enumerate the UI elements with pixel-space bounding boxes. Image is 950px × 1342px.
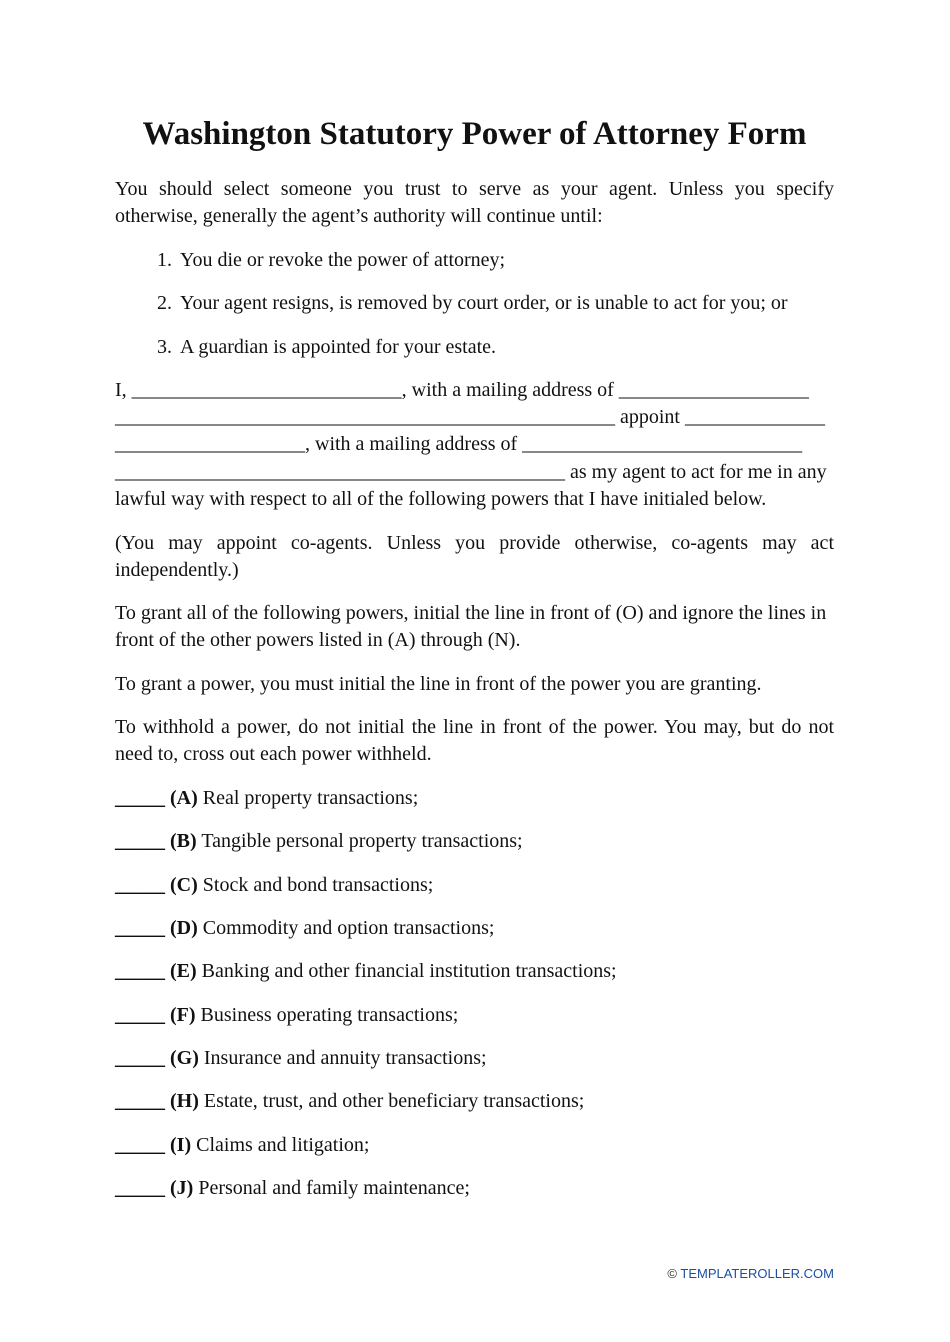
- power-letter: (H): [170, 1090, 199, 1112]
- copyright-symbol: ©: [667, 1266, 677, 1281]
- power-text: Banking and other financial institution transactions;: [201, 960, 617, 982]
- power-item: [115, 1088, 584, 1115]
- appointment-line: lawful way with respect to all of the following powers that I have initialed below.: [115, 488, 767, 510]
- power-text: Estate, trust, and other beneficiary transactions;: [203, 1090, 585, 1112]
- power-item: [115, 785, 418, 812]
- power-item: [115, 828, 523, 855]
- initial-blank[interactable]: _____: [115, 1004, 165, 1026]
- power-letter: (D): [170, 917, 198, 939]
- power-letter: (B): [170, 830, 197, 852]
- power-letter: (G): [170, 1047, 199, 1069]
- initial-blank[interactable]: _____: [115, 1177, 165, 1199]
- power-item: [115, 1175, 470, 1202]
- power-item: [115, 1002, 458, 1029]
- list-text: Your agent resigns, is removed by court order, or is unable to act for you; or: [180, 292, 788, 314]
- intro-paragraph: You should select someone you trust to serve as your agent. Unless you specify otherwise, generally the agent’s authority will continue until:: [115, 178, 834, 228]
- list-text: A guardian is appointed for your estate.: [180, 336, 497, 358]
- footer-site-link[interactable]: TEMPLATEROLLER.COM: [680, 1266, 834, 1281]
- list-number: 2.: [157, 292, 172, 314]
- list-item: [115, 334, 496, 361]
- power-text: Tangible personal property transactions;: [201, 830, 523, 852]
- initial-blank[interactable]: _____: [115, 917, 165, 939]
- list-number: 1.: [157, 249, 172, 271]
- list-item: [115, 247, 505, 274]
- power-text: Stock and bond transactions;: [202, 874, 434, 896]
- power-letter: (A): [170, 787, 198, 809]
- list-text: You die or revoke the power of attorney;: [180, 249, 506, 271]
- initial-blank[interactable]: _____: [115, 1047, 165, 1069]
- power-text: Real property transactions;: [202, 787, 419, 809]
- appointment-line[interactable]: I, ___________________________, with a mailing address of ___________________: [115, 379, 809, 401]
- power-item: [115, 1045, 487, 1072]
- appointment-line[interactable]: __________________________________________________ appoint ______________: [115, 406, 825, 428]
- initial-blank[interactable]: _____: [115, 1090, 165, 1112]
- appointment-line[interactable]: _____________________________________________ as my agent to act for me in any: [115, 461, 827, 483]
- list-number: 3.: [157, 336, 172, 358]
- initial-blank[interactable]: _____: [115, 1134, 165, 1156]
- initial-blank[interactable]: _____: [115, 787, 165, 809]
- withhold-instruction: To withhold a power, do not initial the line in front of the power. You may, but do not need to, cross out each power withheld.: [115, 716, 834, 766]
- initial-blank[interactable]: _____: [115, 960, 165, 982]
- power-text: Claims and litigation;: [196, 1134, 370, 1156]
- power-letter: (C): [170, 874, 198, 896]
- appointment-line[interactable]: ___________________, with a mailing address of ____________________________: [115, 433, 803, 455]
- list-item: [115, 290, 788, 317]
- power-item: [115, 915, 494, 942]
- power-item: [115, 872, 433, 899]
- power-text: Commodity and option transactions;: [202, 917, 495, 939]
- power-letter: (E): [170, 960, 197, 982]
- power-text: Personal and family maintenance;: [198, 1177, 470, 1199]
- power-letter: (F): [170, 1004, 196, 1026]
- initial-blank[interactable]: _____: [115, 830, 165, 852]
- power-item: [115, 958, 617, 985]
- power-item: [115, 1132, 369, 1159]
- grant-instruction: To grant a power, you must initial the line in front of the power you are granting.: [115, 673, 762, 695]
- footer-credit[interactable]: [667, 1266, 834, 1282]
- power-letter: (I): [170, 1134, 192, 1156]
- co-agents-note: (You may appoint co-agents. Unless you provide otherwise, co-agents may act independently.): [115, 532, 834, 582]
- initial-blank[interactable]: _____: [115, 874, 165, 896]
- power-text: Business operating transactions;: [200, 1004, 459, 1026]
- page-title: Washington Statutory Power of Attorney Form: [142, 116, 807, 152]
- power-text: Insurance and annuity transactions;: [203, 1047, 487, 1069]
- grant-all-instruction: To grant all of the following powers, initial the line in front of (O) and ignore the lines in front of the other powers listed in (A) through (N).: [115, 602, 827, 652]
- power-letter: (J): [170, 1177, 194, 1199]
